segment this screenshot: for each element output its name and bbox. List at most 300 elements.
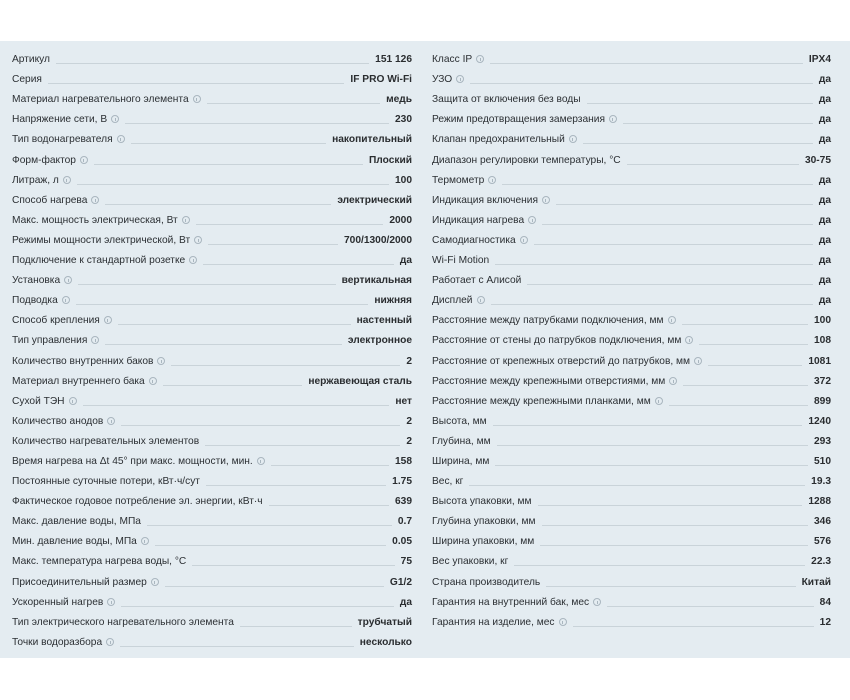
leader-line xyxy=(587,103,813,104)
info-icon[interactable] xyxy=(655,397,663,405)
spec-row xyxy=(12,448,412,468)
spec-label xyxy=(432,175,496,187)
spec-row xyxy=(12,548,412,568)
leader-line xyxy=(669,405,808,406)
spec-label-text: Режим предотвращения замерзания xyxy=(432,114,605,126)
spec-label-text: Артикул xyxy=(12,54,50,66)
info-icon[interactable] xyxy=(477,296,485,304)
spec-row xyxy=(12,146,412,166)
info-icon[interactable] xyxy=(609,115,617,123)
spec-row xyxy=(432,106,831,126)
spec-label-text: УЗО xyxy=(432,74,453,86)
spec-label-text: Точки водоразбора xyxy=(12,636,103,648)
spec-value: 19.3 xyxy=(811,476,831,488)
spec-label xyxy=(12,637,114,649)
spec-label-text: Дисплей xyxy=(432,295,473,307)
info-icon[interactable] xyxy=(117,135,125,143)
leader-line xyxy=(469,485,805,486)
spec-value: да xyxy=(818,194,831,206)
spec-value: да xyxy=(818,234,831,246)
spec-value: 1288 xyxy=(808,496,831,508)
spec-label xyxy=(12,195,99,207)
spec-label xyxy=(12,275,72,287)
info-icon[interactable] xyxy=(141,537,149,545)
spec-row xyxy=(12,187,412,207)
spec-label xyxy=(432,456,489,468)
leader-line xyxy=(490,63,803,64)
info-icon[interactable] xyxy=(62,296,70,304)
spec-label-text: Мин. давление воды, МПа xyxy=(12,536,137,548)
spec-row xyxy=(12,327,412,347)
info-icon[interactable] xyxy=(107,417,115,425)
info-icon[interactable] xyxy=(476,55,484,63)
spec-label xyxy=(12,577,159,589)
spec-label xyxy=(12,436,199,448)
info-icon[interactable] xyxy=(559,618,567,626)
leader-line xyxy=(125,123,389,124)
leader-line xyxy=(623,123,813,124)
leader-line xyxy=(77,184,389,185)
leader-line xyxy=(497,445,808,446)
spec-label-text: Материал нагревательного элемента xyxy=(12,94,189,106)
leader-line xyxy=(573,626,814,627)
spec-label xyxy=(432,617,567,629)
spec-value: 2 xyxy=(406,435,412,447)
leader-line xyxy=(542,525,809,526)
leader-line xyxy=(699,344,808,345)
spec-value: 346 xyxy=(814,516,831,528)
spec-value: нержавеющая сталь xyxy=(308,375,412,387)
spec-label-text: Сухой ТЭН xyxy=(12,395,65,407)
info-icon[interactable] xyxy=(193,95,201,103)
info-icon[interactable] xyxy=(80,156,88,164)
spec-label xyxy=(432,376,677,388)
spec-value: 576 xyxy=(814,536,831,548)
spec-row xyxy=(12,106,412,126)
spec-row xyxy=(432,589,831,609)
spec-label-text: Ускоренный нагрев xyxy=(12,596,104,608)
spec-label xyxy=(12,155,88,167)
spec-row xyxy=(432,307,831,327)
spec-label xyxy=(432,255,489,267)
spec-value: 293 xyxy=(814,435,831,447)
spec-value: нижняя xyxy=(374,295,412,307)
spec-label-text: Ширина упаковки, мм xyxy=(432,536,535,548)
spec-value: 75 xyxy=(400,556,412,568)
leader-line xyxy=(538,505,803,506)
spec-label xyxy=(432,577,540,589)
leader-line xyxy=(514,565,805,566)
spec-label-text: Индикация включения xyxy=(432,194,538,206)
info-icon[interactable] xyxy=(104,316,112,324)
spec-row xyxy=(12,347,412,367)
leader-line xyxy=(556,204,813,205)
spec-value: электрический xyxy=(337,194,412,206)
spec-label xyxy=(432,114,617,126)
spec-row xyxy=(12,629,412,649)
leader-line xyxy=(83,405,390,406)
spec-row xyxy=(432,368,831,388)
info-icon[interactable] xyxy=(488,176,496,184)
spec-row xyxy=(432,187,831,207)
spec-label-text: Страна производитель xyxy=(432,576,541,588)
info-icon[interactable] xyxy=(569,135,577,143)
spec-value: да xyxy=(818,74,831,86)
spec-label-text: Количество внутренних баков xyxy=(12,355,154,367)
leader-line xyxy=(155,545,386,546)
info-icon[interactable] xyxy=(257,457,265,465)
spec-row xyxy=(12,287,412,307)
spec-value: да xyxy=(818,255,831,267)
spec-label xyxy=(432,74,464,86)
spec-label xyxy=(12,235,202,247)
spec-value: 30-75 xyxy=(804,154,831,166)
spec-row xyxy=(432,66,831,86)
spec-label xyxy=(432,416,487,428)
spec-label xyxy=(432,215,536,227)
leader-line xyxy=(534,244,813,245)
spec-label xyxy=(432,356,702,368)
leader-line xyxy=(470,83,813,84)
spec-label-text: Материал внутреннего бака xyxy=(12,375,145,387)
leader-line xyxy=(207,103,380,104)
spec-label-text: Термометр xyxy=(432,174,485,186)
spec-value: 2 xyxy=(406,415,412,427)
info-icon[interactable] xyxy=(542,196,550,204)
leader-line xyxy=(203,264,394,265)
spec-row xyxy=(432,327,831,347)
spec-label xyxy=(12,456,265,468)
spec-value: нет xyxy=(395,395,412,407)
spec-row xyxy=(432,86,831,106)
spec-label-text: Количество нагревательных элементов xyxy=(12,435,200,447)
spec-value: настенный xyxy=(356,315,412,327)
spec-value: IPX4 xyxy=(808,54,831,66)
spec-value: 2000 xyxy=(389,214,412,226)
leader-line xyxy=(627,164,799,165)
spec-label-text: Расстояние между крепежными отверстиями, мм xyxy=(432,375,666,387)
spec-label xyxy=(12,255,197,267)
spec-label-text: Ширина, мм xyxy=(432,455,490,467)
spec-label xyxy=(432,94,581,106)
spec-value: да xyxy=(818,214,831,226)
info-icon[interactable] xyxy=(107,598,115,606)
spec-label xyxy=(12,356,165,368)
info-icon[interactable] xyxy=(151,578,159,586)
spec-value: 0.05 xyxy=(392,536,412,548)
spec-label xyxy=(12,74,42,86)
spec-label-text: Гарантия на внутренний бак, мес xyxy=(432,596,590,608)
spec-label-text: Фактическое годовое потребление эл. энергии, кВт·ч xyxy=(12,496,263,508)
spec-label-text: Макс. мощность электрическая, Вт xyxy=(12,214,178,226)
leader-line xyxy=(542,224,813,225)
spec-label-text: Расстояние между патрубками подключения, мм xyxy=(432,315,664,327)
spec-value: G1/2 xyxy=(389,576,412,588)
leader-line xyxy=(502,184,813,185)
spec-label xyxy=(432,476,463,488)
spec-label-text: Тип электрического нагревательного элемента xyxy=(12,616,234,628)
spec-value: 700/1300/2000 xyxy=(344,234,412,246)
spec-label-text: Глубина, мм xyxy=(432,435,491,447)
spec-label-text: Вес, кг xyxy=(432,476,464,488)
spec-row xyxy=(12,247,412,267)
leader-line xyxy=(527,284,813,285)
spec-row xyxy=(432,488,831,508)
leader-line xyxy=(208,244,338,245)
leader-line xyxy=(56,63,369,64)
spec-label-text: Форм-фактор xyxy=(12,154,76,166)
spec-label-text: Высота, мм xyxy=(432,415,487,427)
spec-row xyxy=(432,46,831,66)
leader-line xyxy=(540,545,808,546)
spec-row xyxy=(432,287,831,307)
spec-label xyxy=(12,54,50,66)
spec-row xyxy=(432,528,831,548)
info-icon[interactable] xyxy=(668,316,676,324)
spec-value: 158 xyxy=(395,455,412,467)
info-icon[interactable] xyxy=(685,336,693,344)
spec-label-text: Глубина упаковки, мм xyxy=(432,516,536,528)
leader-line xyxy=(708,365,802,366)
spec-value: 1081 xyxy=(808,355,831,367)
spec-row xyxy=(432,247,831,267)
spec-row xyxy=(432,568,831,588)
info-icon[interactable] xyxy=(194,236,202,244)
spec-label-text: Подключение к стандартной розетке xyxy=(12,255,186,267)
spec-value: 1240 xyxy=(808,415,831,427)
spec-label-text: Тип водонагревателя xyxy=(12,134,113,146)
spec-row xyxy=(432,448,831,468)
leader-line xyxy=(495,264,813,265)
spec-label xyxy=(432,275,521,287)
spec-label xyxy=(12,114,119,126)
spec-value: 12 xyxy=(819,616,831,628)
spec-label-text: Самодиагностика xyxy=(432,234,516,246)
spec-row xyxy=(12,368,412,388)
leader-line xyxy=(118,324,351,325)
spec-label xyxy=(432,396,663,408)
spec-value: 151 126 xyxy=(375,54,412,66)
spec-value: 0.7 xyxy=(397,516,412,528)
spec-row xyxy=(12,388,412,408)
info-icon[interactable] xyxy=(111,115,119,123)
spec-value: медь xyxy=(386,94,412,106)
spec-label xyxy=(12,617,234,629)
spec-label-text: Присоединительный размер xyxy=(12,576,147,588)
spec-label-text: Высота упаковки, мм xyxy=(432,496,532,508)
spec-row xyxy=(12,207,412,227)
spec-value: 230 xyxy=(395,114,412,126)
spec-row xyxy=(12,86,412,106)
spec-value: вертикальная xyxy=(341,275,412,287)
spec-row xyxy=(12,528,412,548)
spec-row xyxy=(432,428,831,448)
spec-value: 100 xyxy=(814,315,831,327)
spec-value: 108 xyxy=(814,335,831,347)
spec-label xyxy=(12,597,115,609)
spec-value: трубчатый xyxy=(357,616,412,628)
info-icon[interactable] xyxy=(593,598,601,606)
spec-label-text: Диапазон регулировки температуры, °С xyxy=(432,154,621,166)
spec-label-text: Защита от включения без воды xyxy=(432,94,581,106)
spec-label-text: Клапан предохранительный xyxy=(432,134,565,146)
spec-label-text: Тип управления xyxy=(12,335,88,347)
leader-line xyxy=(493,425,803,426)
spec-value: Китай xyxy=(801,576,831,588)
info-icon[interactable] xyxy=(189,256,197,264)
info-icon[interactable] xyxy=(91,336,99,344)
leader-line xyxy=(121,606,394,607)
leader-line xyxy=(240,626,352,627)
spec-row xyxy=(432,609,831,629)
spec-label-text: Класс IP xyxy=(432,54,473,66)
leader-line xyxy=(491,304,813,305)
spec-label xyxy=(432,155,621,167)
leader-line xyxy=(105,344,342,345)
leader-line xyxy=(120,646,354,647)
info-icon[interactable] xyxy=(106,638,114,646)
spec-value: 100 xyxy=(395,174,412,186)
leader-line xyxy=(165,586,384,587)
spec-row xyxy=(12,589,412,609)
spec-row xyxy=(432,408,831,428)
spec-row xyxy=(12,508,412,528)
spec-row xyxy=(432,388,831,408)
spec-row xyxy=(12,408,412,428)
leader-line xyxy=(105,204,331,205)
spec-row xyxy=(432,146,831,166)
spec-value: да xyxy=(399,255,412,267)
spec-row xyxy=(12,488,412,508)
spec-label xyxy=(432,335,693,347)
spec-label-text: Напряжение сети, В xyxy=(12,114,108,126)
spec-row xyxy=(432,207,831,227)
leader-line xyxy=(495,465,808,466)
spec-label xyxy=(12,396,77,408)
spec-row xyxy=(12,267,412,287)
info-icon[interactable] xyxy=(91,196,99,204)
spec-label-text: Способ крепления xyxy=(12,315,100,327)
spec-row xyxy=(12,428,412,448)
info-icon[interactable] xyxy=(456,75,464,83)
spec-value: несколько xyxy=(359,636,412,648)
spec-value: да xyxy=(818,275,831,287)
spec-label xyxy=(12,315,112,327)
info-icon[interactable] xyxy=(520,236,528,244)
spec-row xyxy=(12,167,412,187)
spec-label xyxy=(12,94,201,106)
leader-line xyxy=(607,606,814,607)
spec-value: да xyxy=(818,114,831,126)
info-icon[interactable] xyxy=(64,276,72,284)
leader-line xyxy=(271,465,389,466)
leader-line xyxy=(192,565,394,566)
spec-label-text: Подводка xyxy=(12,295,58,307)
spec-row xyxy=(12,46,412,66)
leader-line xyxy=(76,304,369,305)
spec-row xyxy=(432,468,831,488)
leader-line xyxy=(269,505,389,506)
info-icon[interactable] xyxy=(157,357,165,365)
leader-line xyxy=(546,586,795,587)
info-icon[interactable] xyxy=(528,216,536,224)
specs-column-right xyxy=(432,46,831,629)
spec-label-text: Режимы мощности электрической, Вт xyxy=(12,234,191,246)
spec-label xyxy=(432,54,484,66)
specs-column-left xyxy=(12,46,412,649)
spec-label xyxy=(12,376,157,388)
info-icon[interactable] xyxy=(149,377,157,385)
spec-row xyxy=(432,508,831,528)
spec-label-text: Литраж, л xyxy=(12,174,59,186)
info-icon[interactable] xyxy=(63,176,71,184)
spec-row xyxy=(432,227,831,247)
spec-label xyxy=(12,295,70,307)
spec-label-text: Расстояние от стены до патрубков подключения, мм xyxy=(432,335,682,347)
spec-value: электронное xyxy=(347,335,412,347)
info-icon[interactable] xyxy=(69,397,77,405)
spec-label xyxy=(12,335,99,347)
spec-row xyxy=(12,468,412,488)
leader-line xyxy=(78,284,335,285)
spec-label xyxy=(12,175,71,187)
spec-value: 84 xyxy=(819,596,831,608)
spec-label xyxy=(432,516,536,528)
spec-label-text: Индикация нагрева xyxy=(432,214,525,226)
spec-row xyxy=(432,126,831,146)
spec-label xyxy=(12,516,141,528)
spec-row xyxy=(432,347,831,367)
spec-label xyxy=(12,416,115,428)
spec-label xyxy=(12,476,200,488)
spec-label xyxy=(12,134,125,146)
info-icon[interactable] xyxy=(669,377,677,385)
spec-value: 372 xyxy=(814,375,831,387)
spec-value: да xyxy=(399,596,412,608)
spec-label-text: Wi-Fi Motion xyxy=(432,255,490,267)
spec-label xyxy=(12,536,149,548)
spec-label xyxy=(432,235,528,247)
spec-label-text: Постоянные суточные потери, кВт·ч/сут xyxy=(12,476,200,488)
spec-row xyxy=(12,307,412,327)
leader-line xyxy=(147,525,392,526)
spec-label-text: Время нагрева на Δt 45° при макс. мощности, мин. xyxy=(12,455,253,467)
leader-line xyxy=(196,224,384,225)
spec-label-text: Серия xyxy=(12,74,42,86)
leader-line xyxy=(121,425,400,426)
spec-value: да xyxy=(818,295,831,307)
spec-label-text: Расстояние между крепежными планками, мм xyxy=(432,395,651,407)
spec-value: накопительный xyxy=(332,134,412,146)
spec-value: 22.3 xyxy=(811,556,831,568)
info-icon[interactable] xyxy=(694,357,702,365)
leader-line xyxy=(206,485,386,486)
spec-value: 510 xyxy=(814,455,831,467)
leader-line xyxy=(583,143,813,144)
spec-row xyxy=(12,126,412,146)
spec-value: 2 xyxy=(406,355,412,367)
spec-label xyxy=(432,536,534,548)
info-icon[interactable] xyxy=(182,216,190,224)
spec-label-text: Макс. температура нагрева воды, °С xyxy=(12,556,187,568)
spec-value: да xyxy=(818,174,831,186)
spec-value: 1.75 xyxy=(392,476,412,488)
spec-value: Плоский xyxy=(368,154,412,166)
spec-label xyxy=(432,134,577,146)
spec-label xyxy=(432,556,508,568)
spec-label xyxy=(432,436,491,448)
spec-label-text: Способ нагрева xyxy=(12,194,88,206)
